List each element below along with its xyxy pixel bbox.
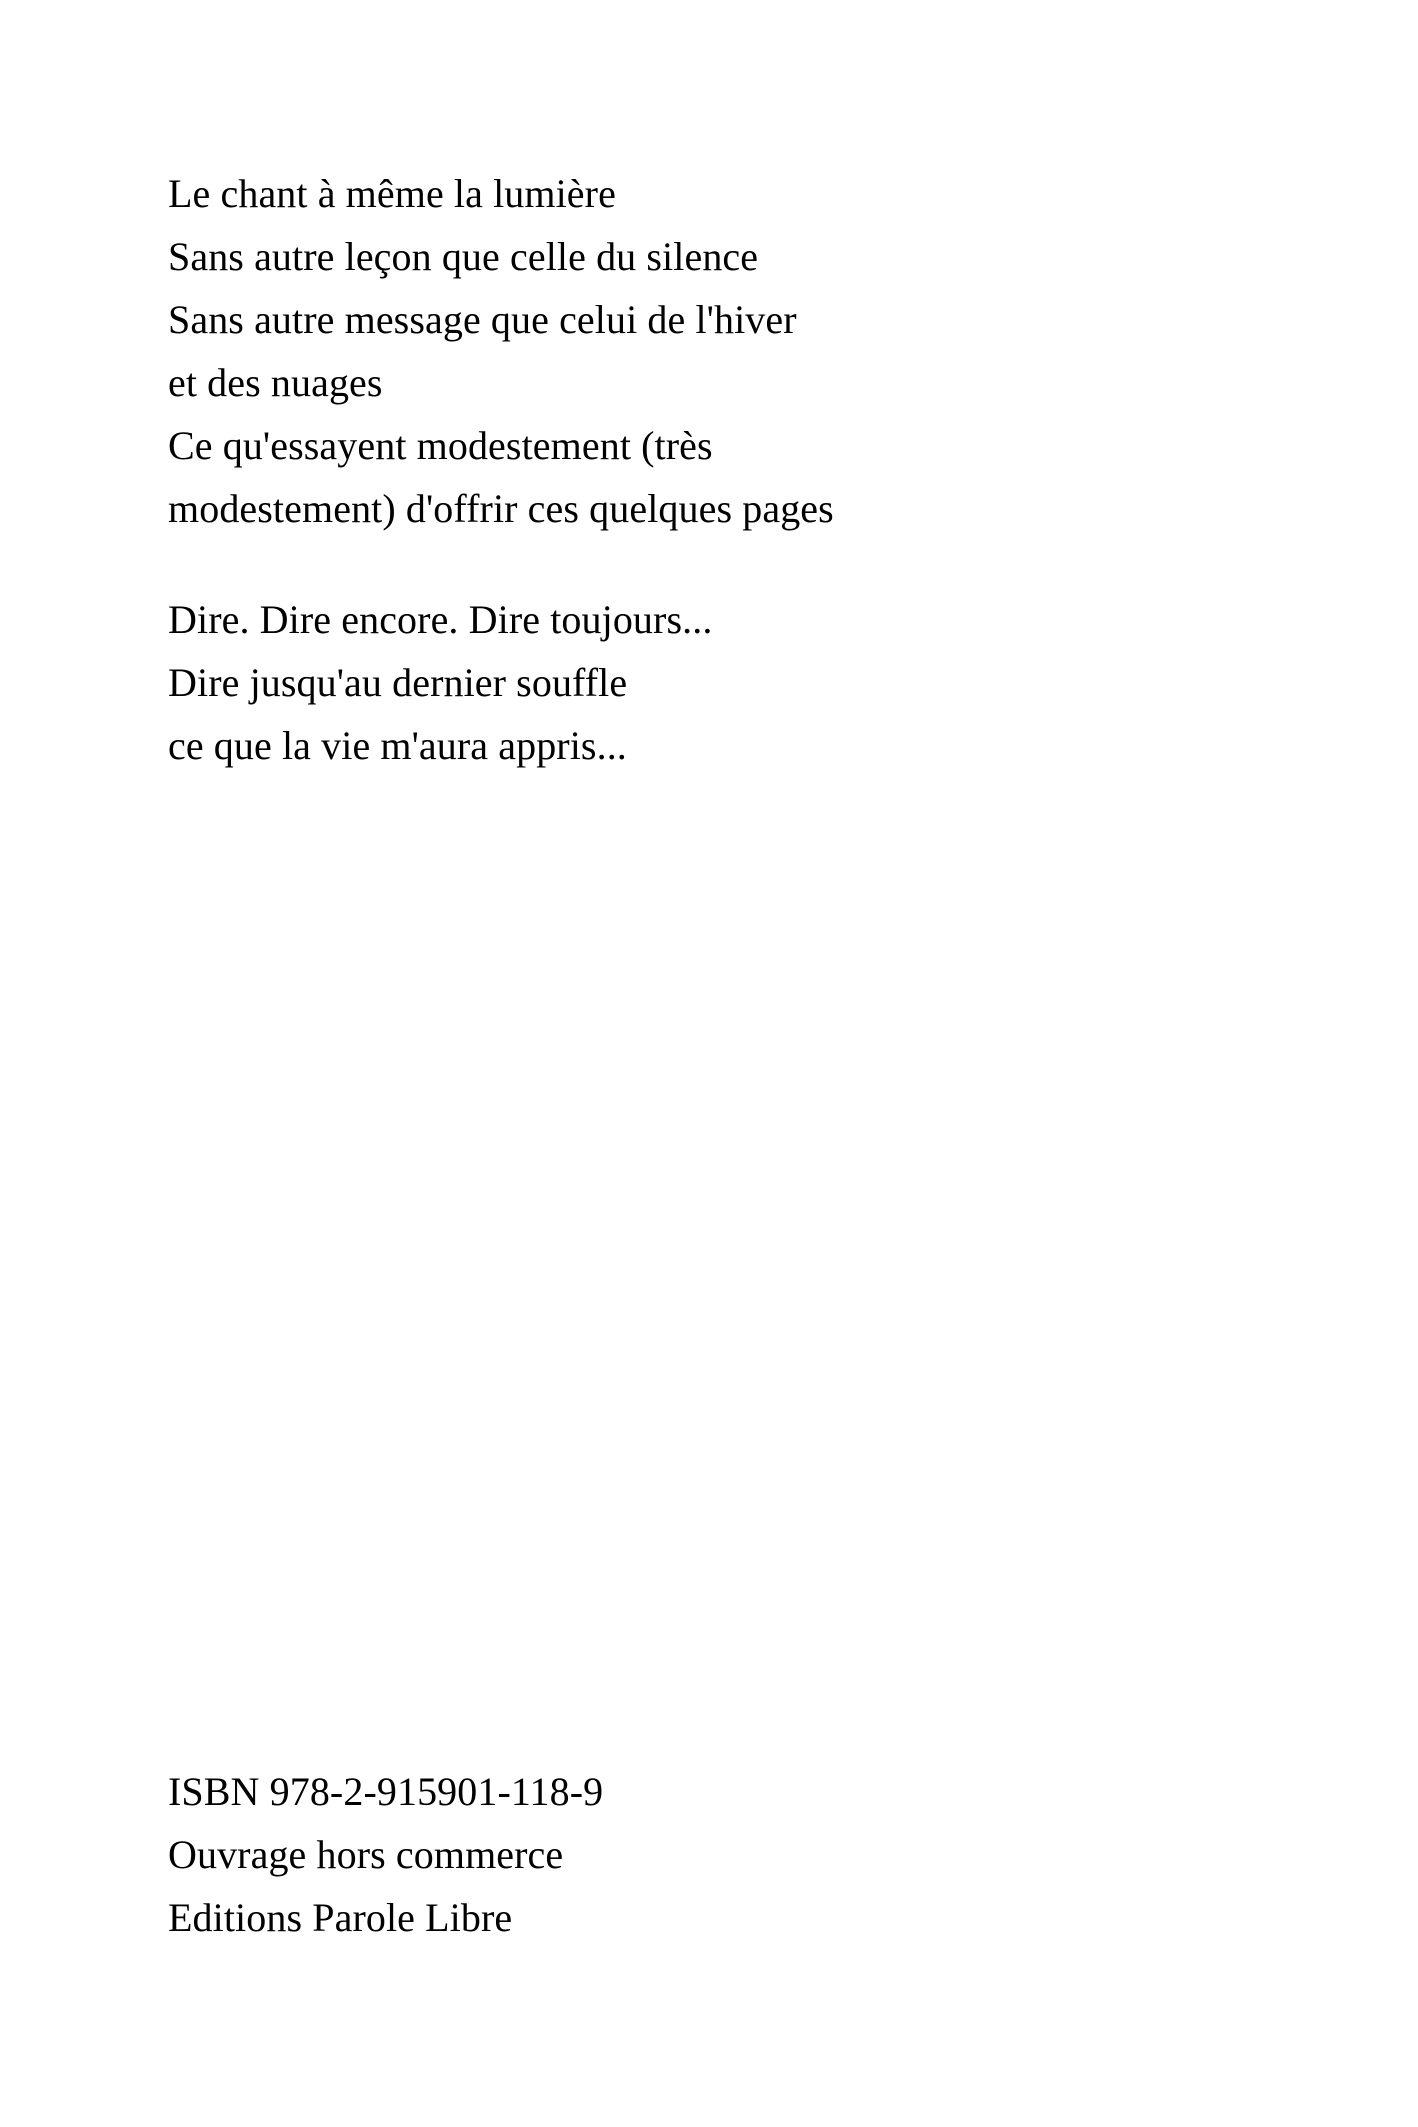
poem-line: Ce qu'essayent modestement (très [168, 423, 713, 468]
poem-line: modestement) d'offrir ces quelques pages [168, 486, 834, 531]
poem-block [168, 162, 1228, 777]
poem-line: Sans autre leçon que celle du silence [168, 234, 759, 279]
distribution-note: Ouvrage hors commerce [168, 1832, 564, 1877]
isbn-text: ISBN 978-2-915901-118-9 [168, 1769, 604, 1814]
poem-line: Dire. Dire encore. Dire toujours... [168, 597, 713, 642]
poem-line: Sans autre message que celui de l'hiver [168, 297, 797, 342]
poem-line: Dire jusqu'au dernier souffle [168, 660, 628, 705]
colophon-block [168, 1760, 1228, 1949]
publisher-name: Editions Parole Libre [168, 1895, 513, 1940]
poem-stanza-1 [168, 162, 1228, 540]
poem-line: ce que la vie m'aura appris... [168, 723, 627, 768]
poem-line: et des nuages [168, 360, 383, 405]
poem-stanza-2 [168, 588, 1228, 777]
poem-line: Le chant à même la lumière [168, 171, 616, 216]
